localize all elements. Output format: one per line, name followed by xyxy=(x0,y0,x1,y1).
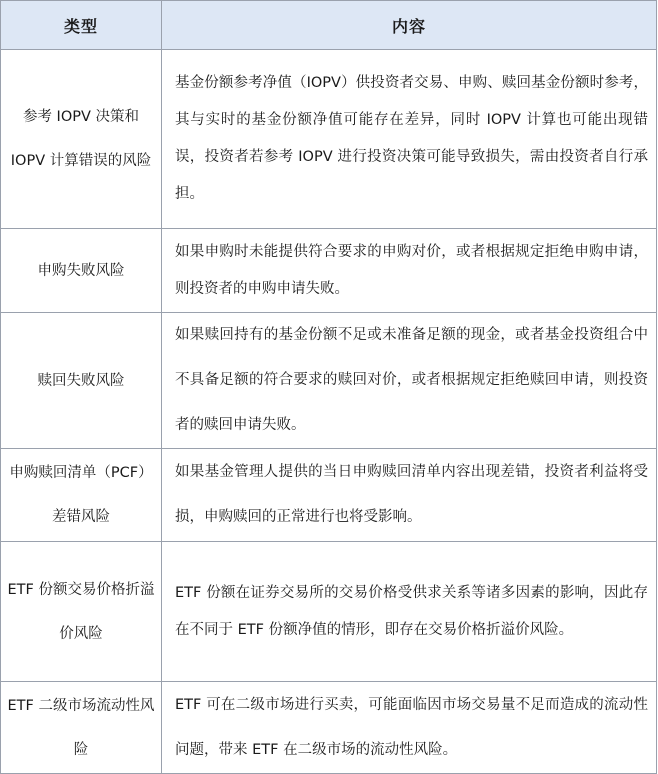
risk-content-cell: 基金份额参考净值（IOPV）供投资者交易、申购、赎回基金份额时参考，其与实时的基金份额净值可能存在差异，同时 IOPV 计算也可能出现错误，投资者若参考 IOPV 进行投资决策可能导致损失，需由投资者自行承担。 xyxy=(162,50,657,229)
risk-content-cell: 如果赎回持有的基金份额不足或未准备足额的现金，或者基金投资组合中不具备足额的符合要求的赎回对价，或者根据规定拒绝赎回申请，则投资者的赎回申请失败。 xyxy=(162,313,657,449)
table-header-row xyxy=(1,1,657,50)
risk-type-cell: ETF 份额交易价格折溢价风险 xyxy=(1,542,162,682)
table-row xyxy=(1,313,657,449)
table-row xyxy=(1,682,657,774)
risk-content-cell: 如果申购时未能提供符合要求的申购对价，或者根据规定拒绝申购申请，则投资者的申购申请失败。 xyxy=(162,229,657,313)
risk-content-cell: ETF 份额在证券交易所的交易价格受供求关系等诸多因素的影响，因此存在不同于 ETF 份额净值的情形，即存在交易价格折溢价风险。 xyxy=(162,542,657,682)
table-row xyxy=(1,449,657,542)
header-content: 内容 xyxy=(162,1,657,50)
risk-type-cell: 申购失败风险 xyxy=(1,229,162,313)
risk-type-cell: 赎回失败风险 xyxy=(1,313,162,449)
risk-type-cell: 申购赎回清单（PCF）差错风险 xyxy=(1,449,162,542)
table-row xyxy=(1,50,657,229)
table-row xyxy=(1,542,657,682)
risk-content-cell: ETF 可在二级市场进行买卖，可能面临因市场交易量不足而造成的流动性问题，带来 ETF 在二级市场的流动性风险。 xyxy=(162,682,657,774)
table-row xyxy=(1,229,657,313)
risk-content-cell: 如果基金管理人提供的当日申购赎回清单内容出现差错，投资者利益将受损，申购赎回的正常进行也将受影响。 xyxy=(162,449,657,542)
header-type: 类型 xyxy=(1,1,162,50)
risk-type-cell: ETF 二级市场流动性风险 xyxy=(1,682,162,774)
risk-type-cell: 参考 IOPV 决策和 IOPV 计算错误的风险 xyxy=(1,50,162,229)
